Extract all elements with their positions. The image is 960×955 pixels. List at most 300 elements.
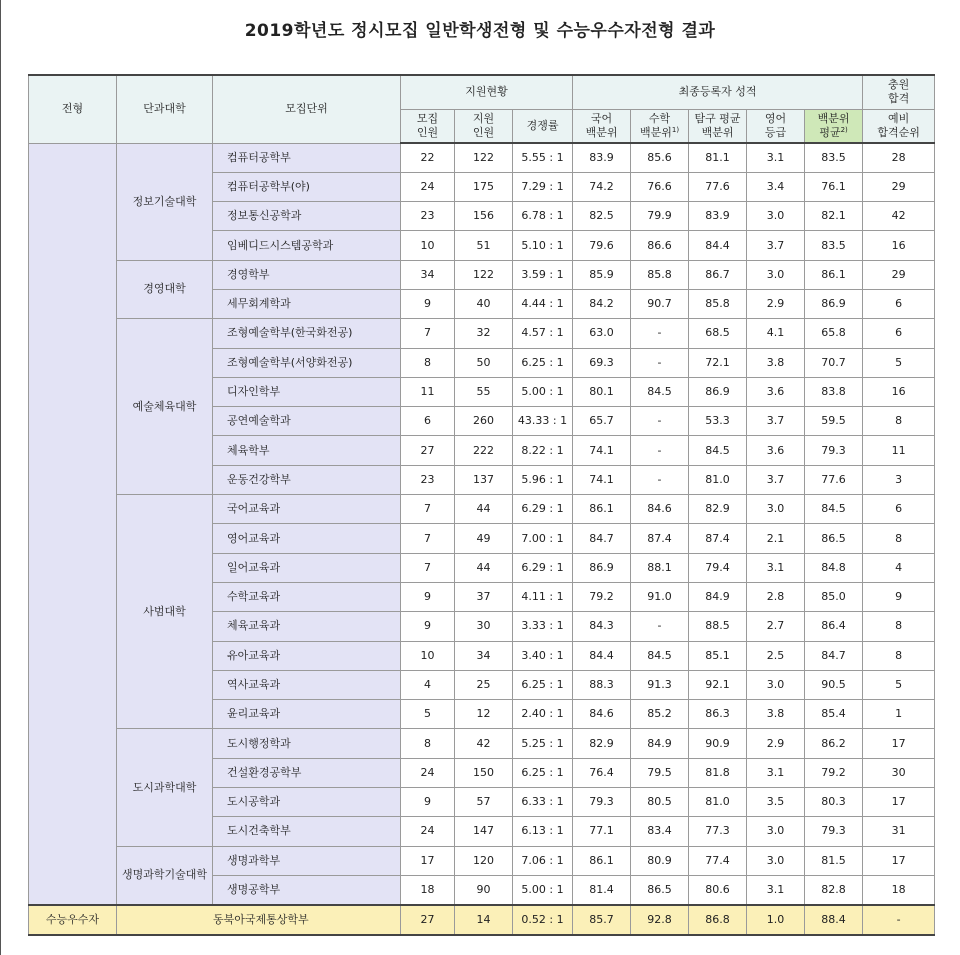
value-cell: 65.7 bbox=[573, 407, 631, 436]
value-cell: 5 bbox=[863, 670, 935, 699]
value-cell: 86.5 bbox=[631, 875, 689, 904]
value-cell: 86.8 bbox=[689, 905, 747, 935]
value-cell: 3.8 bbox=[747, 700, 805, 729]
value-cell: 86.9 bbox=[805, 289, 863, 318]
value-cell: 90.9 bbox=[689, 729, 747, 758]
value-cell: 88.1 bbox=[631, 553, 689, 582]
value-cell: 85.6 bbox=[631, 143, 689, 172]
unit-cell: 생명과학부 bbox=[213, 846, 401, 875]
page-title: 2019학년도 정시모집 일반학생전형 및 수능우수자전형 결과 bbox=[244, 21, 716, 41]
value-cell: 156 bbox=[455, 202, 513, 231]
value-cell: 84.2 bbox=[573, 289, 631, 318]
table-row bbox=[29, 143, 935, 172]
value-cell: 85.8 bbox=[689, 289, 747, 318]
unit-cell: 수학교육과 bbox=[213, 582, 401, 611]
value-cell: 84.5 bbox=[631, 377, 689, 406]
value-cell: 9 bbox=[401, 289, 455, 318]
value-cell: 17 bbox=[863, 846, 935, 875]
college-cell: 생명과학기술대학 bbox=[117, 846, 213, 905]
value-cell: 3 bbox=[863, 465, 935, 494]
value-cell: 17 bbox=[863, 729, 935, 758]
value-cell: 84.6 bbox=[573, 700, 631, 729]
value-cell: 222 bbox=[455, 436, 513, 465]
unit-cell: 생명공학부 bbox=[213, 875, 401, 904]
college-cell: 정보기술대학 bbox=[117, 143, 213, 260]
value-cell: 80.5 bbox=[631, 788, 689, 817]
value-cell: 260 bbox=[455, 407, 513, 436]
value-cell: 30 bbox=[455, 612, 513, 641]
value-cell: 2.5 bbox=[747, 641, 805, 670]
value-cell: 44 bbox=[455, 495, 513, 524]
value-cell: 32 bbox=[455, 319, 513, 348]
value-cell: 5 bbox=[401, 700, 455, 729]
value-cell: - bbox=[631, 407, 689, 436]
value-cell: 3.59 : 1 bbox=[513, 260, 573, 289]
value-cell: 6.33 : 1 bbox=[513, 788, 573, 817]
value-cell: 120 bbox=[455, 846, 513, 875]
value-cell: 82.9 bbox=[689, 495, 747, 524]
college-cell: 경영대학 bbox=[117, 260, 213, 319]
value-cell: 77.6 bbox=[805, 465, 863, 494]
value-cell: 7.29 : 1 bbox=[513, 172, 573, 201]
value-cell: 9 bbox=[401, 788, 455, 817]
value-cell: 122 bbox=[455, 143, 513, 172]
value-cell: 2.1 bbox=[747, 524, 805, 553]
value-cell: 37 bbox=[455, 582, 513, 611]
value-cell: 81.4 bbox=[573, 875, 631, 904]
header-jeonhyeong: 전형 bbox=[29, 75, 117, 143]
value-cell: 3.0 bbox=[747, 202, 805, 231]
value-cell: 55 bbox=[455, 377, 513, 406]
value-cell: 81.0 bbox=[689, 788, 747, 817]
value-cell: 8 bbox=[401, 348, 455, 377]
value-cell: 5.55 : 1 bbox=[513, 143, 573, 172]
value-cell: 6.29 : 1 bbox=[513, 495, 573, 524]
value-cell: 57 bbox=[455, 788, 513, 817]
value-cell: 3.1 bbox=[747, 875, 805, 904]
value-cell: 77.1 bbox=[573, 817, 631, 846]
value-cell: 83.9 bbox=[573, 143, 631, 172]
value-cell: 5.25 : 1 bbox=[513, 729, 573, 758]
value-cell: 3.6 bbox=[747, 436, 805, 465]
value-cell: 86.9 bbox=[689, 377, 747, 406]
value-cell: 30 bbox=[863, 758, 935, 787]
value-cell: 3.7 bbox=[747, 407, 805, 436]
header-unit: 모집단위 bbox=[213, 75, 401, 143]
value-cell: 42 bbox=[863, 202, 935, 231]
value-cell: 6.25 : 1 bbox=[513, 348, 573, 377]
unit-cell: 영어교육과 bbox=[213, 524, 401, 553]
value-cell: 86.5 bbox=[805, 524, 863, 553]
value-cell: 6 bbox=[401, 407, 455, 436]
value-cell: 22 bbox=[401, 143, 455, 172]
value-cell: 5.00 : 1 bbox=[513, 875, 573, 904]
value-cell: 87.4 bbox=[631, 524, 689, 553]
value-cell: 3.4 bbox=[747, 172, 805, 201]
value-cell: 92.8 bbox=[631, 905, 689, 935]
value-cell: 83.9 bbox=[689, 202, 747, 231]
table-body bbox=[29, 143, 935, 935]
value-cell: 8 bbox=[863, 612, 935, 641]
value-cell: 3.7 bbox=[747, 465, 805, 494]
value-cell: 90.5 bbox=[805, 670, 863, 699]
value-cell: 84.8 bbox=[805, 553, 863, 582]
value-cell: 86.4 bbox=[805, 612, 863, 641]
value-cell: 175 bbox=[455, 172, 513, 201]
value-cell: 83.4 bbox=[631, 817, 689, 846]
value-cell: 44 bbox=[455, 553, 513, 582]
value-cell: 83.5 bbox=[805, 231, 863, 260]
value-cell: 5.00 : 1 bbox=[513, 377, 573, 406]
value-cell: 84.7 bbox=[805, 641, 863, 670]
unit-cell: 컴퓨터공학부 bbox=[213, 143, 401, 172]
value-cell: 14 bbox=[455, 905, 513, 935]
value-cell: 84.4 bbox=[573, 641, 631, 670]
unit-cell: 세무회계학과 bbox=[213, 289, 401, 318]
header-applicant: 지원 인원 bbox=[455, 109, 513, 143]
header-recruit: 모집 인원 bbox=[401, 109, 455, 143]
value-cell: 69.3 bbox=[573, 348, 631, 377]
value-cell: 3.8 bbox=[747, 348, 805, 377]
value-cell: 85.9 bbox=[573, 260, 631, 289]
value-cell: 79.3 bbox=[805, 436, 863, 465]
value-cell: 79.3 bbox=[573, 788, 631, 817]
value-cell: 24 bbox=[401, 172, 455, 201]
value-cell: 3.0 bbox=[747, 846, 805, 875]
value-cell: 27 bbox=[401, 436, 455, 465]
value-cell: 6.78 : 1 bbox=[513, 202, 573, 231]
value-cell: 85.2 bbox=[631, 700, 689, 729]
value-cell: 49 bbox=[455, 524, 513, 553]
value-cell: 80.1 bbox=[573, 377, 631, 406]
value-cell: 84.7 bbox=[573, 524, 631, 553]
value-cell: 8 bbox=[863, 524, 935, 553]
value-cell: 23 bbox=[401, 202, 455, 231]
value-cell: 82.9 bbox=[573, 729, 631, 758]
value-cell: 86.9 bbox=[573, 553, 631, 582]
value-cell: 147 bbox=[455, 817, 513, 846]
value-cell: 3.33 : 1 bbox=[513, 612, 573, 641]
unit-cell: 공연예술학과 bbox=[213, 407, 401, 436]
table-row bbox=[29, 319, 935, 348]
value-cell: 7 bbox=[401, 553, 455, 582]
table-row-suneung bbox=[29, 905, 935, 935]
unit-cell: 디자인학부 bbox=[213, 377, 401, 406]
value-cell: 34 bbox=[455, 641, 513, 670]
value-cell: 70.7 bbox=[805, 348, 863, 377]
value-cell: 18 bbox=[863, 875, 935, 904]
value-cell: 81.5 bbox=[805, 846, 863, 875]
value-cell: 76.6 bbox=[631, 172, 689, 201]
value-cell: 3.0 bbox=[747, 260, 805, 289]
header-score: 최종등록자 성적 bbox=[573, 75, 863, 109]
value-cell: 2.9 bbox=[747, 729, 805, 758]
value-cell: 74.1 bbox=[573, 465, 631, 494]
unit-cell: 컴퓨터공학부(야) bbox=[213, 172, 401, 201]
value-cell: 86.6 bbox=[631, 231, 689, 260]
value-cell: 76.4 bbox=[573, 758, 631, 787]
unit-cell: 역사교육과 bbox=[213, 670, 401, 699]
value-cell: 88.5 bbox=[689, 612, 747, 641]
unit-cell: 도시공학과 bbox=[213, 788, 401, 817]
unit-cell: 임베디드시스템공학과 bbox=[213, 231, 401, 260]
value-cell: 87.4 bbox=[689, 524, 747, 553]
value-cell: 43.33 : 1 bbox=[513, 407, 573, 436]
value-cell: 84.4 bbox=[689, 231, 747, 260]
value-cell: 3.1 bbox=[747, 143, 805, 172]
value-cell: 85.1 bbox=[689, 641, 747, 670]
value-cell: 34 bbox=[401, 260, 455, 289]
unit-cell: 체육교육과 bbox=[213, 612, 401, 641]
value-cell: 6.25 : 1 bbox=[513, 670, 573, 699]
unit-cell: 윤리교육과 bbox=[213, 700, 401, 729]
value-cell: 7.00 : 1 bbox=[513, 524, 573, 553]
value-cell: 90.7 bbox=[631, 289, 689, 318]
value-cell: 122 bbox=[455, 260, 513, 289]
value-cell: 80.6 bbox=[689, 875, 747, 904]
value-cell: 0.52 : 1 bbox=[513, 905, 573, 935]
value-cell: 31 bbox=[863, 817, 935, 846]
value-cell: 16 bbox=[863, 377, 935, 406]
value-cell: 5.96 : 1 bbox=[513, 465, 573, 494]
value-cell: 81.0 bbox=[689, 465, 747, 494]
value-cell: 8 bbox=[863, 407, 935, 436]
value-cell: 80.3 bbox=[805, 788, 863, 817]
value-cell: 2.8 bbox=[747, 582, 805, 611]
value-cell: 84.9 bbox=[631, 729, 689, 758]
value-cell: 79.5 bbox=[631, 758, 689, 787]
college-cell: 사범대학 bbox=[117, 495, 213, 729]
value-cell: 79.4 bbox=[689, 553, 747, 582]
value-cell: 84.5 bbox=[631, 641, 689, 670]
table-row bbox=[29, 495, 935, 524]
unit-cell: 도시행정학과 bbox=[213, 729, 401, 758]
header-college: 단과대학 bbox=[117, 75, 213, 143]
value-cell: 4 bbox=[401, 670, 455, 699]
value-cell: 79.2 bbox=[805, 758, 863, 787]
value-cell: 90 bbox=[455, 875, 513, 904]
value-cell: 11 bbox=[401, 377, 455, 406]
value-cell: - bbox=[863, 905, 935, 935]
value-cell: 5.10 : 1 bbox=[513, 231, 573, 260]
value-cell: 84.9 bbox=[689, 582, 747, 611]
jeonhyeong-cell: 수능우수자 bbox=[29, 905, 117, 935]
header-extra: 충원 합격 bbox=[863, 75, 935, 109]
unit-cell: 동북아국제통상학부 bbox=[117, 905, 401, 935]
value-cell: 2.40 : 1 bbox=[513, 700, 573, 729]
value-cell: 11 bbox=[863, 436, 935, 465]
value-cell: 86.1 bbox=[573, 846, 631, 875]
value-cell: 7 bbox=[401, 524, 455, 553]
value-cell: 3.1 bbox=[747, 758, 805, 787]
value-cell: 50 bbox=[455, 348, 513, 377]
value-cell: 6.25 : 1 bbox=[513, 758, 573, 787]
value-cell: 53.3 bbox=[689, 407, 747, 436]
value-cell: 1 bbox=[863, 700, 935, 729]
value-cell: 3.7 bbox=[747, 231, 805, 260]
value-cell: 79.2 bbox=[573, 582, 631, 611]
value-cell: 7.06 : 1 bbox=[513, 846, 573, 875]
value-cell: 88.4 bbox=[805, 905, 863, 935]
college-cell: 예술체육대학 bbox=[117, 319, 213, 495]
header-inquiry: 탐구 평균 백분위 bbox=[689, 109, 747, 143]
value-cell: 7 bbox=[401, 495, 455, 524]
value-cell: 51 bbox=[455, 231, 513, 260]
unit-cell: 도시건축학부 bbox=[213, 817, 401, 846]
value-cell: 18 bbox=[401, 875, 455, 904]
value-cell: 68.5 bbox=[689, 319, 747, 348]
table-row bbox=[29, 846, 935, 875]
value-cell: 4.57 : 1 bbox=[513, 319, 573, 348]
value-cell: - bbox=[631, 436, 689, 465]
header-waitlist: 예비 합격순위 bbox=[863, 109, 935, 143]
value-cell: 86.1 bbox=[573, 495, 631, 524]
value-cell: 12 bbox=[455, 700, 513, 729]
header-english: 영어 등급 bbox=[747, 109, 805, 143]
value-cell: 3.1 bbox=[747, 553, 805, 582]
value-cell: 86.3 bbox=[689, 700, 747, 729]
value-cell: 3.5 bbox=[747, 788, 805, 817]
value-cell: 6 bbox=[863, 289, 935, 318]
value-cell: 25 bbox=[455, 670, 513, 699]
unit-cell: 조형예술학부(서양화전공) bbox=[213, 348, 401, 377]
value-cell: 84.3 bbox=[573, 612, 631, 641]
value-cell: - bbox=[631, 348, 689, 377]
value-cell: 10 bbox=[401, 641, 455, 670]
unit-cell: 국어교육과 bbox=[213, 495, 401, 524]
value-cell: 82.8 bbox=[805, 875, 863, 904]
table-row bbox=[29, 729, 935, 758]
unit-cell: 체육학부 bbox=[213, 436, 401, 465]
value-cell: 79.3 bbox=[805, 817, 863, 846]
header-percentile-average: 백분위 평균$^{2)}$ bbox=[805, 109, 863, 143]
value-cell: 17 bbox=[401, 846, 455, 875]
value-cell: 4.44 : 1 bbox=[513, 289, 573, 318]
value-cell: 81.8 bbox=[689, 758, 747, 787]
value-cell: 6.13 : 1 bbox=[513, 817, 573, 846]
value-cell: 8 bbox=[863, 641, 935, 670]
unit-cell: 조형예술학부(한국화전공) bbox=[213, 319, 401, 348]
value-cell: 40 bbox=[455, 289, 513, 318]
value-cell: 80.9 bbox=[631, 846, 689, 875]
value-cell: 74.1 bbox=[573, 436, 631, 465]
value-cell: 84.5 bbox=[689, 436, 747, 465]
value-cell: 24 bbox=[401, 817, 455, 846]
value-cell: 81.1 bbox=[689, 143, 747, 172]
value-cell: 137 bbox=[455, 465, 513, 494]
value-cell: 7 bbox=[401, 319, 455, 348]
value-cell: 6.29 : 1 bbox=[513, 553, 573, 582]
results-table bbox=[28, 74, 935, 936]
value-cell: 65.8 bbox=[805, 319, 863, 348]
value-cell: 63.0 bbox=[573, 319, 631, 348]
value-cell: 82.5 bbox=[573, 202, 631, 231]
value-cell: 1.0 bbox=[747, 905, 805, 935]
value-cell: 85.7 bbox=[573, 905, 631, 935]
value-cell: 6 bbox=[863, 319, 935, 348]
value-cell: 88.3 bbox=[573, 670, 631, 699]
value-cell: 86.7 bbox=[689, 260, 747, 289]
value-cell: - bbox=[631, 319, 689, 348]
value-cell: 2.7 bbox=[747, 612, 805, 641]
value-cell: 23 bbox=[401, 465, 455, 494]
value-cell: 2.9 bbox=[747, 289, 805, 318]
value-cell: 59.5 bbox=[805, 407, 863, 436]
value-cell: 82.1 bbox=[805, 202, 863, 231]
unit-cell: 유아교육과 bbox=[213, 641, 401, 670]
unit-cell: 운동건강학부 bbox=[213, 465, 401, 494]
value-cell: 72.1 bbox=[689, 348, 747, 377]
college-cell: 도시과학대학 bbox=[117, 729, 213, 846]
value-cell: 3.0 bbox=[747, 495, 805, 524]
table-row bbox=[29, 260, 935, 289]
value-cell: 9 bbox=[863, 582, 935, 611]
value-cell: 3.6 bbox=[747, 377, 805, 406]
value-cell: 29 bbox=[863, 172, 935, 201]
value-cell: 86.2 bbox=[805, 729, 863, 758]
value-cell: 24 bbox=[401, 758, 455, 787]
value-cell: 83.8 bbox=[805, 377, 863, 406]
left-border-line bbox=[0, 0, 1, 955]
value-cell: 79.9 bbox=[631, 202, 689, 231]
value-cell: 4 bbox=[863, 553, 935, 582]
value-cell: 9 bbox=[401, 582, 455, 611]
value-cell: 16 bbox=[863, 231, 935, 260]
value-cell: 79.6 bbox=[573, 231, 631, 260]
jeonhyeong-cell bbox=[29, 143, 117, 905]
unit-cell: 정보통신공학과 bbox=[213, 202, 401, 231]
unit-cell: 일어교육과 bbox=[213, 553, 401, 582]
value-cell: 92.1 bbox=[689, 670, 747, 699]
value-cell: 8 bbox=[401, 729, 455, 758]
value-cell: - bbox=[631, 465, 689, 494]
value-cell: 5 bbox=[863, 348, 935, 377]
value-cell: 42 bbox=[455, 729, 513, 758]
value-cell: 6 bbox=[863, 495, 935, 524]
value-cell: 77.6 bbox=[689, 172, 747, 201]
value-cell: 27 bbox=[401, 905, 455, 935]
value-cell: 150 bbox=[455, 758, 513, 787]
value-cell: 83.5 bbox=[805, 143, 863, 172]
header-apply-status: 지원현황 bbox=[401, 75, 573, 109]
header-math: 수학 백분위$^{1)}$ bbox=[631, 109, 689, 143]
unit-cell: 건설환경공학부 bbox=[213, 758, 401, 787]
value-cell: 9 bbox=[401, 612, 455, 641]
value-cell: 10 bbox=[401, 231, 455, 260]
header-ratio: 경쟁률 bbox=[513, 109, 573, 143]
value-cell: 91.0 bbox=[631, 582, 689, 611]
value-cell: 84.5 bbox=[805, 495, 863, 524]
value-cell: 3.0 bbox=[747, 817, 805, 846]
value-cell: 84.6 bbox=[631, 495, 689, 524]
value-cell: - bbox=[631, 612, 689, 641]
value-cell: 77.4 bbox=[689, 846, 747, 875]
value-cell: 29 bbox=[863, 260, 935, 289]
value-cell: 86.1 bbox=[805, 260, 863, 289]
value-cell: 3.40 : 1 bbox=[513, 641, 573, 670]
value-cell: 4.1 bbox=[747, 319, 805, 348]
value-cell: 91.3 bbox=[631, 670, 689, 699]
value-cell: 74.2 bbox=[573, 172, 631, 201]
value-cell: 85.4 bbox=[805, 700, 863, 729]
value-cell: 85.8 bbox=[631, 260, 689, 289]
value-cell: 77.3 bbox=[689, 817, 747, 846]
value-cell: 4.11 : 1 bbox=[513, 582, 573, 611]
value-cell: 28 bbox=[863, 143, 935, 172]
unit-cell: 경영학부 bbox=[213, 260, 401, 289]
value-cell: 17 bbox=[863, 788, 935, 817]
value-cell: 3.0 bbox=[747, 670, 805, 699]
